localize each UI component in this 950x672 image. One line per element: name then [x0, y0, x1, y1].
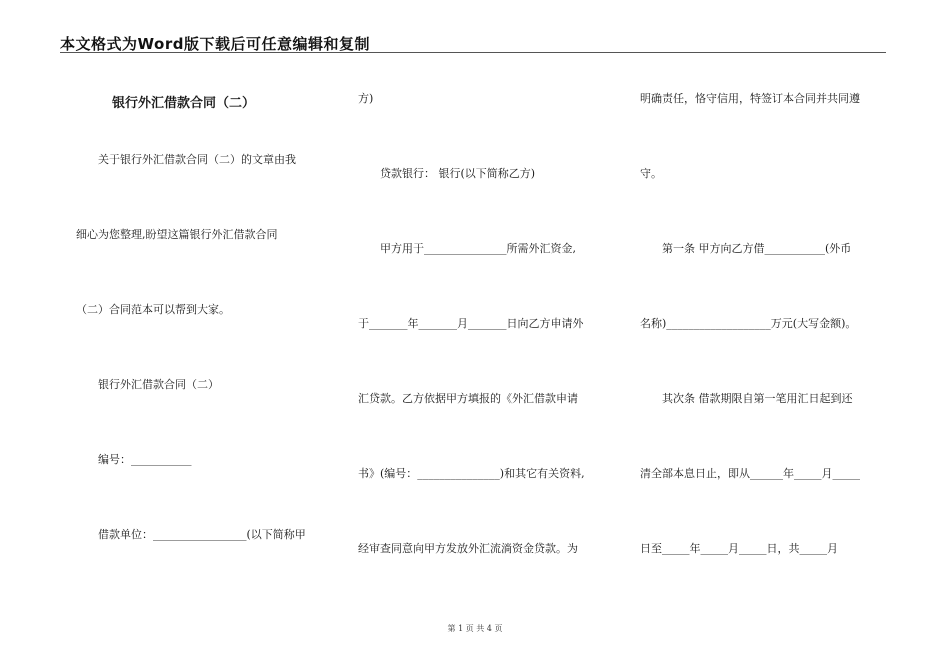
text-column-3: [620, 0, 920, 672]
paragraph-line: 名称)___________________万元(大写金额)。: [640, 317, 857, 330]
paragraph-line: 关于银行外汇借款合同（二）的文章由我: [98, 153, 296, 166]
paragraph-line: 方): [358, 92, 374, 105]
text-column-1: [0, 0, 340, 672]
paragraph-line: （二）合同范本可以帮到大家。: [76, 303, 230, 316]
paragraph-line: 守。: [640, 167, 662, 180]
paragraph-line: 汇贷款。乙方依据甲方填报的《外汇借款申请: [358, 392, 578, 405]
contract-number-line: 编号：___________: [98, 453, 192, 466]
paragraph-line: 经审查同意向甲方发放外汇流淌资金贷款。为: [358, 542, 578, 555]
paragraph-line: 银行外汇借款合同（二）: [98, 378, 219, 391]
paragraph-line: 清全部本息日止，即从______年_____月_____: [640, 467, 860, 480]
borrower-line: 借款单位：_________________(以下简称甲: [98, 528, 306, 541]
document-title: 银行外汇借款合同（二）: [112, 96, 256, 111]
text-column-2: [340, 0, 620, 672]
article-one-line: 第一条 甲方向乙方借___________(外币: [662, 242, 852, 255]
paragraph-line: 明确责任，恪守信用，特签订本合同并共同遵: [640, 92, 860, 105]
paragraph-line: 日至_____年_____月_____日，共_____月: [640, 542, 838, 555]
paragraph-line: 书》(编号：_______________)和其它有关资料,: [358, 467, 585, 480]
document-header-title: 本文格式为Word版下载后可任意编辑和复制: [60, 35, 370, 53]
page-footer: 第 1 页 共 4 页: [447, 624, 503, 633]
paragraph-line: 细心为您整理,盼望这篇银行外汇借款合同: [76, 228, 278, 241]
paragraph-line: 于_______年_______月_______日向乙方申请外: [358, 317, 584, 330]
paragraph-line: 甲方用于_______________所需外汇资金,: [380, 242, 576, 255]
article-two-line: 其次条 借款期限自第一笔用汇日起到还: [662, 392, 853, 405]
lender-line: 贷款银行： 银行(以下简称乙方): [380, 167, 536, 180]
